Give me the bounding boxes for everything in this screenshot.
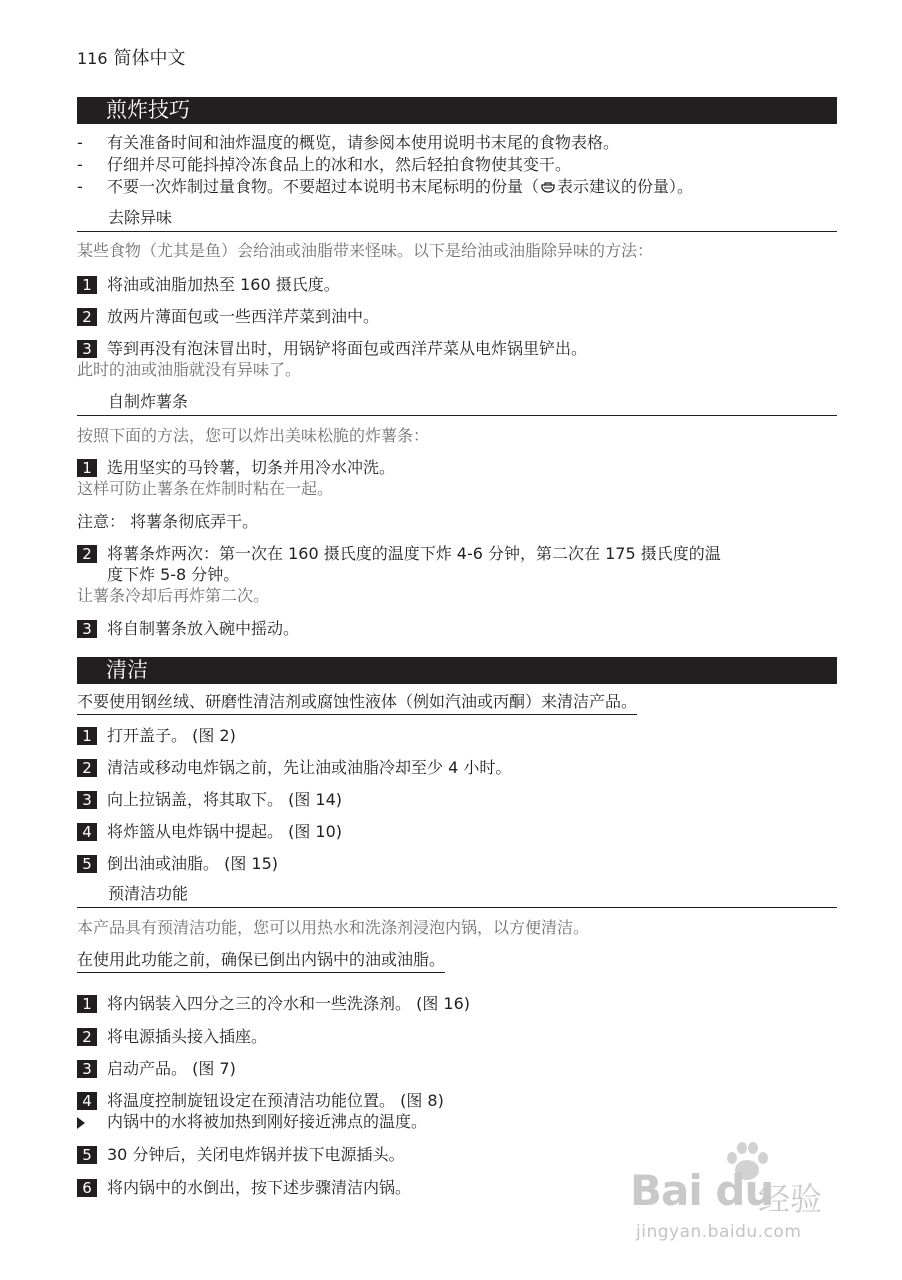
bullet-item: - 仔细并尽可能抖掉冷冻食品上的冰和水，然后轻拍食物使其变干。 — [77, 155, 572, 174]
baidu-watermark — [630, 1140, 840, 1252]
page-number: 116 — [77, 49, 108, 68]
step-item: 4 将炸篮从电炸锅中提起。 (图 10) — [77, 823, 342, 841]
step-number: 2 — [77, 1028, 97, 1046]
step-number: 1 — [77, 459, 97, 477]
step-item: 3 向上拉锅盖，将其取下。 (图 14) — [77, 791, 342, 809]
step-number: 3 — [77, 340, 97, 358]
step-item: 5 倒出油或油脂。 (图 15) — [77, 855, 278, 873]
subsection-title-fries: 自制炸薯条 — [77, 392, 837, 416]
step-result: 内锅中的水将被加热到刚好接近沸点的温度。 — [77, 1113, 427, 1131]
fries-step2-note: 让薯条冷却后再炸第二次。 — [77, 586, 270, 605]
step-item: 2 放两片薄面包或一些西洋芹菜到油中。 — [77, 308, 379, 326]
step-item: 2 将薯条炸两次：第一次在 160 摄氏度的温度下炸 4-6 分钟，第二次在 175 摄氏度的温 — [77, 545, 721, 563]
watermark-url: jingyan.baidu.com — [636, 1222, 802, 1242]
fries-caution: 注意： 将薯条彻底弄干。 — [77, 512, 259, 531]
page-language: 简体中文 — [113, 48, 186, 69]
step-number: 2 — [77, 759, 97, 777]
step-item-continuation: 度下炸 5-8 分钟。 — [107, 565, 240, 584]
step-number: 3 — [77, 1060, 97, 1078]
step-item: 1 将内锅装入四分之三的冷水和一些洗涤剂。 (图 16) — [77, 995, 470, 1013]
page-header — [77, 44, 186, 70]
step-item: 3 启动产品。 (图 7) — [77, 1060, 236, 1078]
odor-intro: 某些食物（尤其是鱼）会给油或油脂带来怪味。以下是给油或油脂除异味的方法： — [77, 241, 654, 260]
step-number: 5 — [77, 855, 97, 873]
step-item: 5 30 分钟后，关闭电炸锅并拔下电源插头。 — [77, 1146, 404, 1164]
bullet-item: - 有关准备时间和油炸温度的概览，请参阅本使用说明书末尾的食物表格。 — [77, 133, 620, 152]
step-number: 3 — [77, 791, 97, 809]
step-item: 1 将油或油脂加热至 160 摄氏度。 — [77, 276, 340, 294]
step-item: 4 将温度控制旋钮设定在预清洁功能位置。 (图 8) — [77, 1092, 444, 1110]
preclean-warning: 在使用此功能之前，确保已倒出内锅中的油或油脂。 — [77, 951, 445, 969]
preclean-intro: 本产品具有预清洁功能，您可以用热水和洗涤剂浸泡内锅，以方便清洁。 — [77, 918, 590, 937]
pot-icon — [541, 181, 555, 193]
fries-intro: 按照下面的方法，您可以炸出美味松脆的炸薯条： — [77, 426, 430, 445]
step-item: 3 将自制薯条放入碗中摇动。 — [77, 620, 299, 638]
subsection-title-odor: 去除异味 — [77, 208, 837, 232]
step-number: 4 — [77, 823, 97, 841]
watermark-logo: Bai du — [630, 1166, 774, 1215]
step-item: 3 等到再没有泡沫冒出时，用锅铲将面包或西洋芹菜从电炸锅里铲出。 — [77, 340, 587, 358]
step-number: 1 — [77, 727, 97, 745]
fries-step1-note: 这样可防止薯条在炸制时粘在一起。 — [77, 479, 334, 498]
step-number: 1 — [77, 995, 97, 1013]
step-number: 6 — [77, 1179, 97, 1197]
step-item: 1 选用坚实的马铃薯，切条并用冷水冲洗。 — [77, 459, 395, 477]
step-number: 4 — [77, 1092, 97, 1110]
step-item: 6 将内锅中的水倒出，按下述步骤清洁内锅。 — [77, 1179, 411, 1197]
step-number: 2 — [77, 545, 97, 563]
section-title-cleaning: 清洁 — [77, 657, 837, 684]
step-item: 1 打开盖子。 (图 2) — [77, 727, 236, 745]
section-title-frying: 煎炸技巧 — [77, 97, 837, 124]
watermark-brand: 经验 — [758, 1180, 823, 1218]
subsection-title-preclean: 预清洁功能 — [77, 884, 837, 908]
bullet-item: - 不要一次炸制过量食物。不要超过本说明书末尾标明的份量（ 表示建议的份量）。 — [77, 177, 694, 196]
step-item: 2 将电源插头接入插座。 — [77, 1028, 267, 1046]
result-arrow-icon — [77, 1117, 85, 1129]
step-number: 5 — [77, 1146, 97, 1164]
step-item: 2 清洁或移动电炸锅之前，先让油或油脂冷却至少 4 小时。 — [77, 759, 511, 777]
step-number: 1 — [77, 276, 97, 294]
odor-result: 此时的油或油脂就没有异味了。 — [77, 360, 302, 379]
step-number: 2 — [77, 308, 97, 326]
step-number: 3 — [77, 620, 97, 638]
cleaning-warning: 不要使用钢丝绒、研磨性清洁剂或腐蚀性液体（例如汽油或丙酮）来清洁产品。 — [77, 693, 637, 711]
